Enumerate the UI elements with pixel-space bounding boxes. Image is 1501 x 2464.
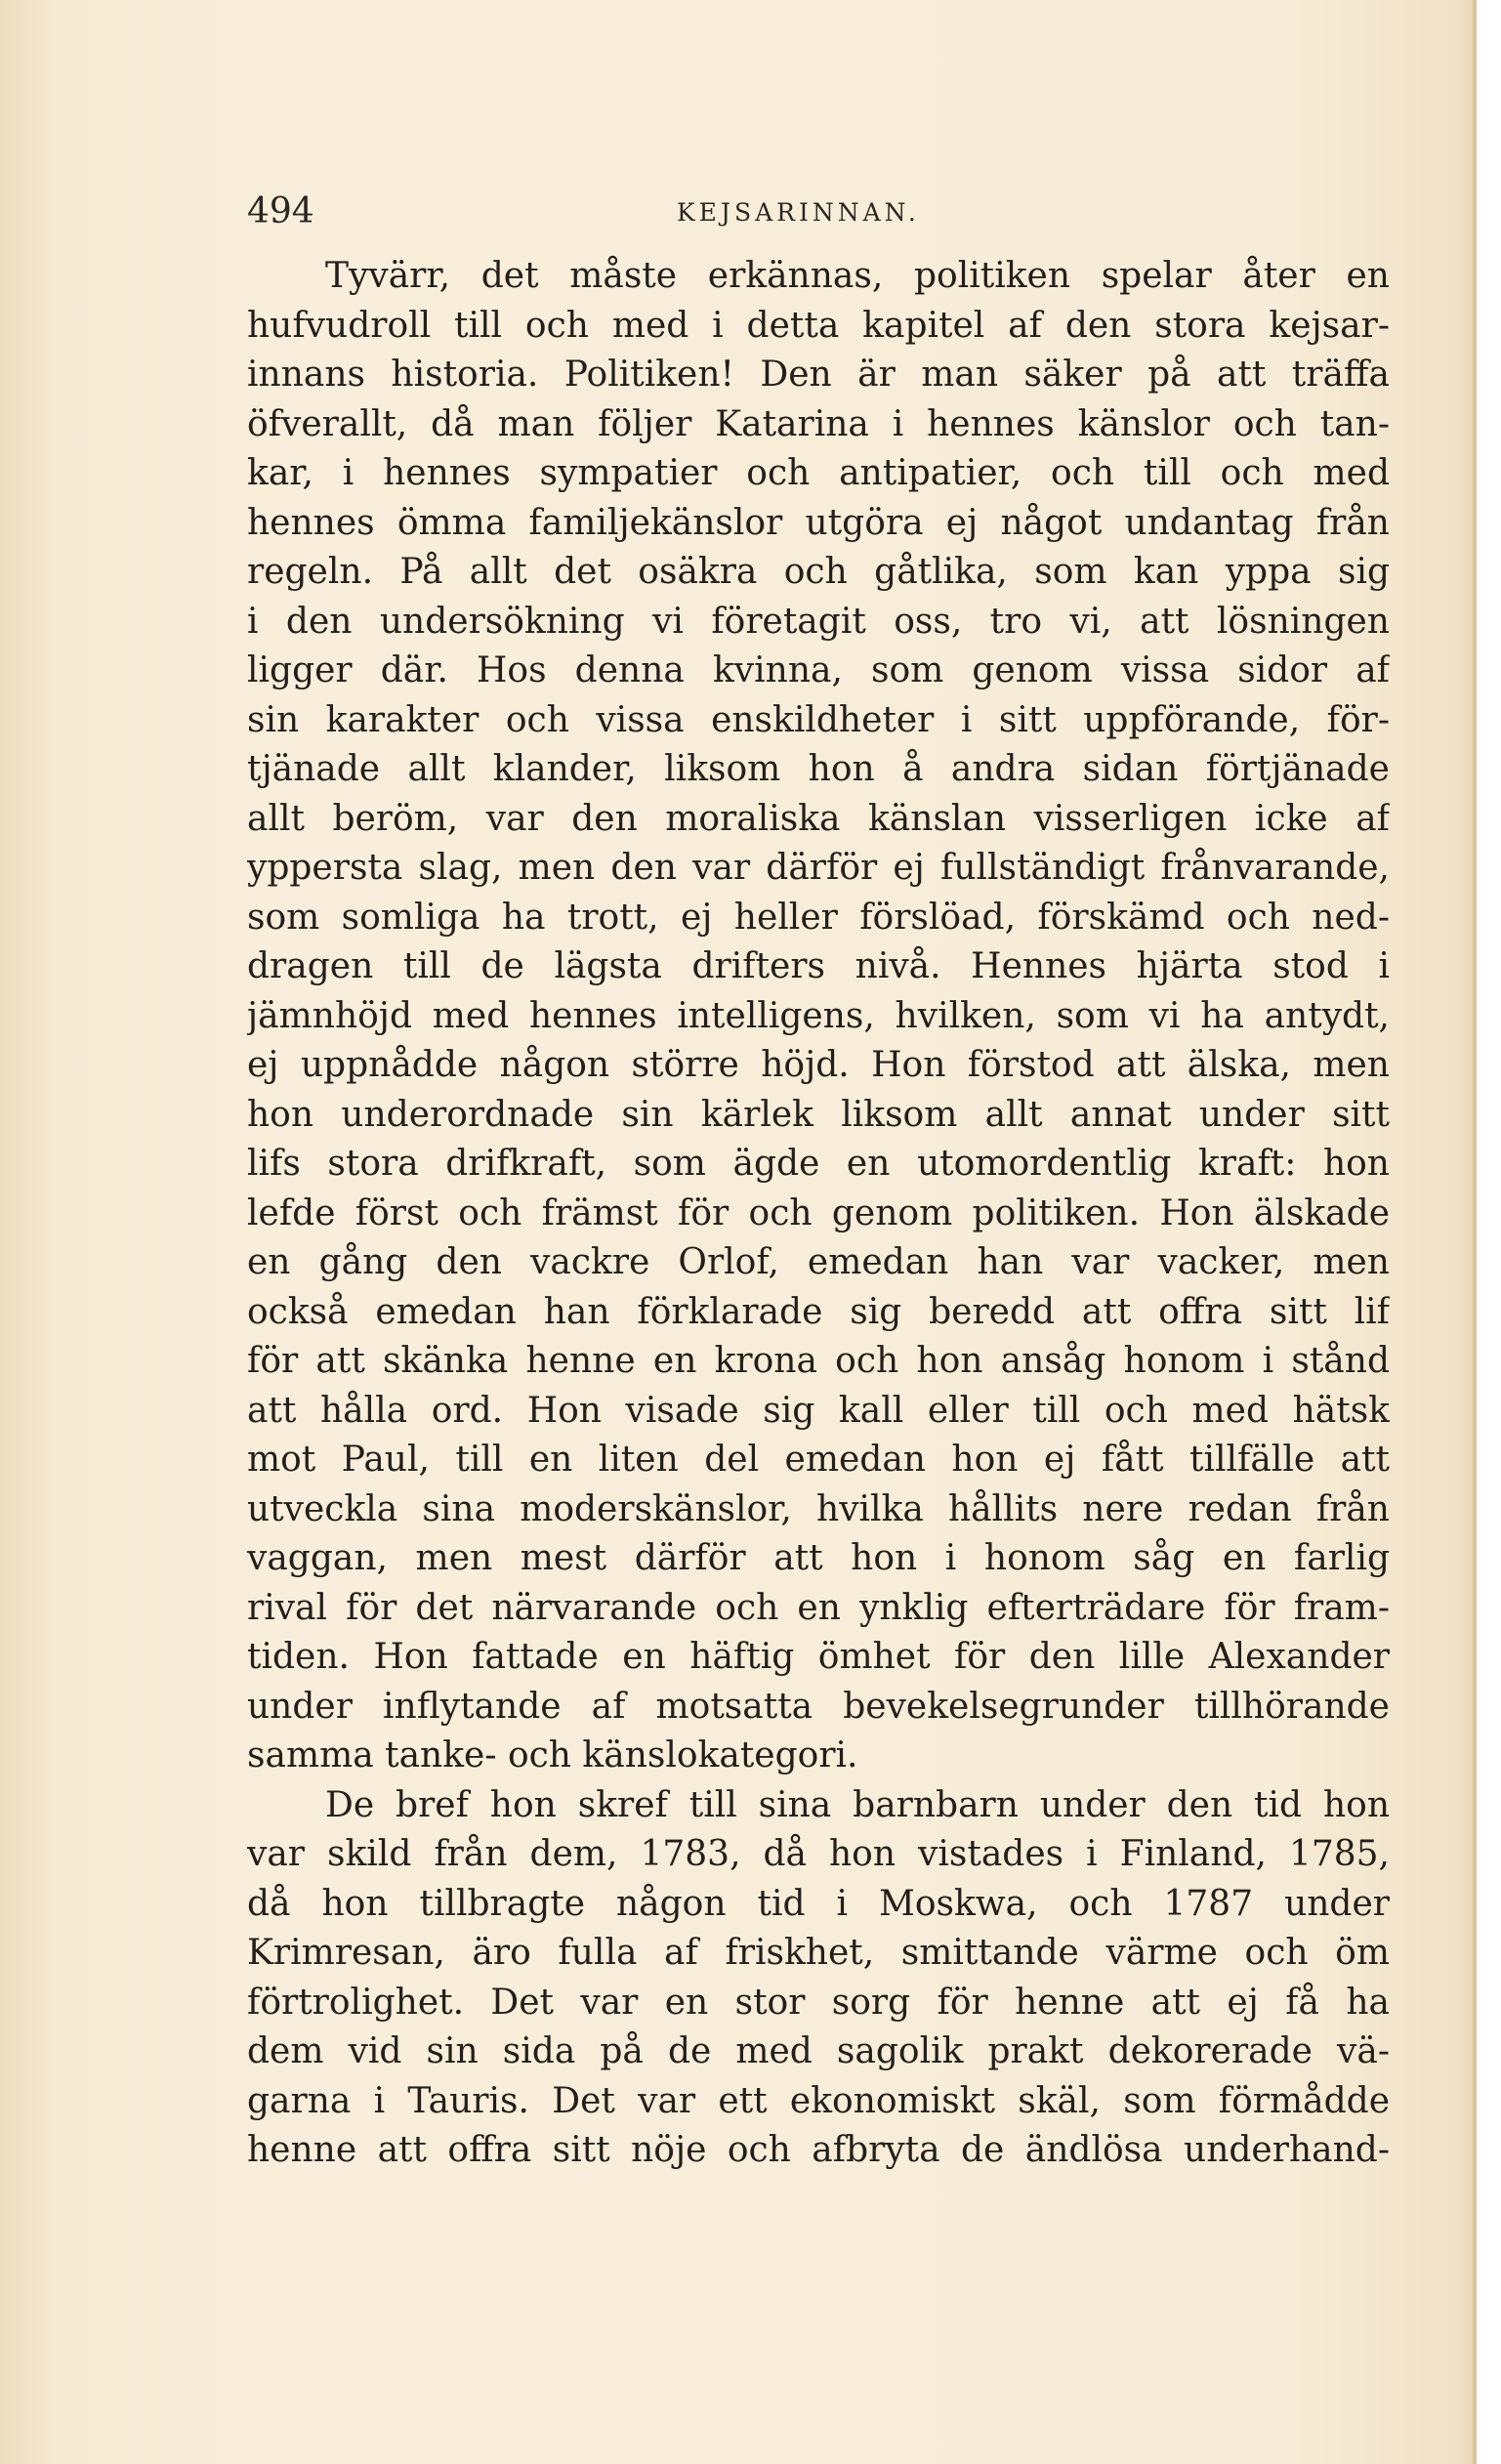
text-line: rival för det närvarande och en ynklig efterträdare för fram- <box>247 1587 1390 1628</box>
text-line: att hålla ord. Hon visade sig kall eller till och med hätsk <box>247 1390 1390 1431</box>
text-line: jämnhöjd med hennes intelligens, hvilken, som vi ha antydt, <box>247 995 1390 1036</box>
text-line: regeln. På allt det osäkra och gåtlika, som kan yppa sig <box>247 552 1390 592</box>
text-line: öfverallt, då man följer Katarina i hennes känslor och tan- <box>247 403 1390 444</box>
text-line: förtrolighet. Det var en stor sorg för henne att ej få ha <box>247 1982 1390 2023</box>
text-line: sin karakter och vissa enskildheter i sitt uppförande, för- <box>247 699 1390 740</box>
text-line: Tyvärr, det måste erkännas, politiken spelar åter en <box>325 256 1390 296</box>
text-line: var skild från dem, 1783, då hon vistades i Finland, 1785, <box>247 1834 1390 1874</box>
text-line: innans historia. Politiken! Den är man säker på att träffa <box>247 355 1390 395</box>
text-line: dem vid sin sida på de med sagolik prakt dekorerade vä- <box>247 2031 1390 2071</box>
paragraph <box>247 252 1390 1781</box>
text-line: tjänade allt klander, liksom hon å andra sidan förtjänade <box>247 749 1390 789</box>
text-line: lefde först och främst för och genom politiken. Hon älskade <box>247 1192 1390 1233</box>
text-line: hennes ömma familjekänslor utgöra ej något undantag från <box>247 502 1390 543</box>
text-line: under inflytande af motsatta bevekelsegrunder tillhörande <box>247 1686 1390 1727</box>
text-line: som somliga ha trott, ej heller förslöad, förskämd och ned- <box>247 897 1390 938</box>
body-text <box>247 252 1390 2176</box>
text-line: då hon tillbragte någon tid i Moskwa, och 1787 under <box>247 1883 1390 1924</box>
text-line: för att skänka henne en krona och hon ansåg honom i stånd <box>247 1341 1390 1381</box>
text-line: ligger där. Hos denna kvinna, som genom vissa sidor af <box>247 650 1390 690</box>
text-line: hufvudroll till och med i detta kapitel af den stora kejsar- <box>247 305 1390 346</box>
paragraph <box>247 1781 1390 2176</box>
text-line: också emedan han förklarade sig beredd att offra sitt lif <box>247 1291 1390 1332</box>
text-line: utveckla sina moderskänslor, hvilka hållits nere redan från <box>247 1488 1390 1529</box>
text-line: garna i Tauris. Det var ett ekonomiskt skäl, som förmådde <box>247 2080 1390 2121</box>
text-line: ej uppnådde någon större höjd. Hon förstod att älska, men <box>247 1045 1390 1085</box>
text-line: allt beröm, var den moraliska känslan visserligen icke af <box>247 798 1390 839</box>
page-header <box>247 188 1380 236</box>
running-head: KEJSARINNAN. <box>677 198 920 227</box>
text-line: kar, i hennes sympatier och antipatier, och till och med <box>247 453 1390 493</box>
text-line: De bref hon skref till sina barnbarn under den tid hon <box>325 1784 1390 1825</box>
text-line: lifs stora drifkraft, som ägde en utomordentlig kraft: hon <box>247 1144 1390 1184</box>
text-line: henne att offra sitt nöje och afbryta de ändlösa underhand- <box>247 2130 1390 2170</box>
page-number: 494 <box>247 191 314 231</box>
text-line: dragen till de lägsta drifters nivå. Hennes hjärta stod i <box>247 946 1390 986</box>
text-line: tiden. Hon fattade en häftig ömhet för den lille Alexander <box>247 1637 1390 1677</box>
text-line: i den undersökning vi företagit oss, tro vi, att lösningen <box>247 601 1390 642</box>
text-line: hon underordnade sin kärlek liksom allt annat under sitt <box>247 1094 1390 1135</box>
text-line: Krimresan, äro fulla af friskhet, smittande värme och öm <box>247 1933 1390 1973</box>
text-line: mot Paul, till en liten del emedan hon ej fått tillfälle att <box>247 1440 1390 1480</box>
text-line: vaggan, men mest därför att hon i honom såg en farlig <box>247 1538 1390 1578</box>
text-line: yppersta slag, men den var därför ej fullständigt frånvarande, <box>247 848 1390 888</box>
text-line: samma tanke- och känslokategori. <box>247 1735 858 1775</box>
text-line: en gång den vackre Orlof, emedan han var vacker, men <box>247 1242 1390 1282</box>
